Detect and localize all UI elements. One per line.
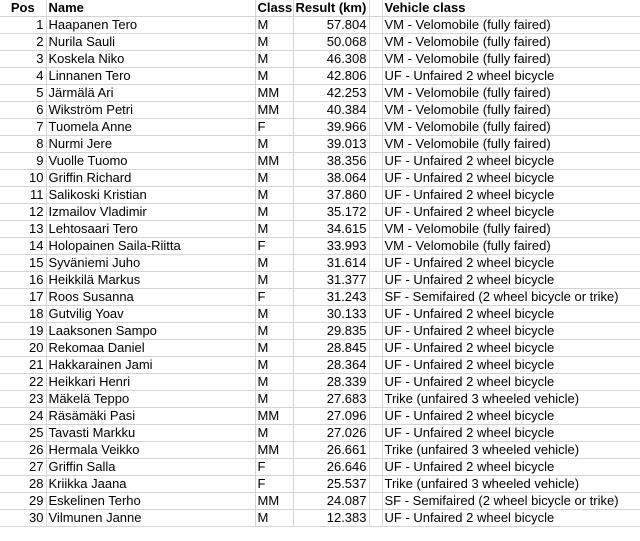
cell-vehicle[interactable]: Trike (unfaired 3 wheeled vehicle) [382,442,640,459]
cell-result[interactable]: 57.804 [293,17,369,34]
cell-pos[interactable]: 22 [0,374,46,391]
table-row [0,459,640,476]
table-row [0,187,640,204]
table-row [0,357,640,374]
table-row [0,85,640,102]
empty-cell[interactable] [369,51,382,68]
cell-vehicle[interactable]: VM - Velomobile (fully faired) [382,34,640,51]
cell-vehicle[interactable]: VM - Velomobile (fully faired) [382,102,640,119]
empty-cell[interactable] [369,204,382,221]
cell-class[interactable]: M [255,425,293,442]
empty-cell[interactable] [369,408,382,425]
cell-result[interactable]: 42.806 [293,68,369,85]
cell-vehicle[interactable]: UF - Unfaired 2 wheel bicycle [382,323,640,340]
empty-cell[interactable] [369,119,382,136]
cell-vehicle[interactable]: UF - Unfaired 2 wheel bicycle [382,408,640,425]
cell-class[interactable]: M [255,340,293,357]
cell-result[interactable]: 38.356 [293,153,369,170]
cell-class[interactable]: F [255,459,293,476]
table-row [0,102,640,119]
cell-pos[interactable]: 1 [0,17,46,34]
cell-name[interactable]: Koskela Niko [46,51,255,68]
cell-pos[interactable]: 14 [0,238,46,255]
cell-pos[interactable]: 12 [0,204,46,221]
cell-pos[interactable]: 29 [0,493,46,510]
cell-class[interactable]: MM [255,102,293,119]
cell-pos[interactable]: 6 [0,102,46,119]
cell-name[interactable]: Kriikka Jaana [46,476,255,493]
table-row [0,493,640,510]
empty-cell[interactable] [369,459,382,476]
empty-cell[interactable] [369,255,382,272]
cell-class[interactable]: F [255,289,293,306]
cell-name[interactable]: Vilmunen Janne [46,510,255,527]
table-row [0,408,640,425]
cell-result[interactable]: 34.615 [293,221,369,238]
cell-vehicle[interactable]: UF - Unfaired 2 wheel bicycle [382,459,640,476]
cell-vehicle[interactable]: VM - Velomobile (fully faired) [382,51,640,68]
table-row [0,17,640,34]
cell-vehicle[interactable]: UF - Unfaired 2 wheel bicycle [382,306,640,323]
empty-cell[interactable] [369,68,382,85]
empty-cell[interactable] [369,17,382,34]
empty-cell[interactable] [369,323,382,340]
empty-cell[interactable] [369,136,382,153]
cell-name[interactable]: Haapanen Tero [46,17,255,34]
cell-result[interactable]: 30.133 [293,306,369,323]
cell-result[interactable]: 35.172 [293,204,369,221]
table-row [0,374,640,391]
cell-result[interactable]: 24.087 [293,493,369,510]
cell-result[interactable]: 50.068 [293,34,369,51]
cell-class[interactable]: F [255,476,293,493]
cell-result[interactable]: 39.013 [293,136,369,153]
cell-vehicle[interactable]: UF - Unfaired 2 wheel bicycle [382,68,640,85]
empty-cell[interactable] [369,357,382,374]
cell-name[interactable]: Griffin Richard [46,170,255,187]
cell-class[interactable]: M [255,510,293,527]
cell-pos[interactable]: 16 [0,272,46,289]
cell-name[interactable]: Holopainen Saila-Riitta [46,238,255,255]
cell-vehicle[interactable]: SF - Semifaired (2 wheel bicycle or trike) [382,493,640,510]
cell-pos[interactable]: 7 [0,119,46,136]
cell-vehicle[interactable]: VM - Velomobile (fully faired) [382,238,640,255]
header-result[interactable]: Result (km) [293,0,369,17]
cell-vehicle[interactable]: VM - Velomobile (fully faired) [382,136,640,153]
cell-class[interactable]: M [255,391,293,408]
cell-name[interactable]: Izmailov Vladimir [46,204,255,221]
cell-result[interactable]: 29.835 [293,323,369,340]
cell-class[interactable]: M [255,51,293,68]
cell-pos[interactable]: 9 [0,153,46,170]
cell-result[interactable]: 42.253 [293,85,369,102]
empty-cell[interactable] [369,221,382,238]
cell-name[interactable]: Syväniemi Juho [46,255,255,272]
cell-class[interactable]: MM [255,493,293,510]
cell-class[interactable]: M [255,170,293,187]
cell-pos[interactable]: 18 [0,306,46,323]
cell-vehicle[interactable]: VM - Velomobile (fully faired) [382,119,640,136]
cell-class[interactable]: F [255,119,293,136]
header-pos[interactable]: Pos [0,0,46,17]
cell-pos[interactable]: 21 [0,357,46,374]
cell-vehicle[interactable]: UF - Unfaired 2 wheel bicycle [382,374,640,391]
table-row [0,289,640,306]
cell-pos[interactable]: 15 [0,255,46,272]
empty-cell[interactable] [369,374,382,391]
cell-name[interactable]: Eskelinen Terho [46,493,255,510]
header-class[interactable]: Class [255,0,293,17]
cell-name[interactable]: Roos Susanna [46,289,255,306]
cell-vehicle[interactable]: VM - Velomobile (fully faired) [382,221,640,238]
cell-name[interactable]: Mäkelä Teppo [46,391,255,408]
table-row [0,119,640,136]
cell-name[interactable]: Tuomela Anne [46,119,255,136]
cell-result[interactable]: 28.845 [293,340,369,357]
cell-vehicle[interactable]: UF - Unfaired 2 wheel bicycle [382,357,640,374]
cell-result[interactable]: 31.243 [293,289,369,306]
table-row [0,136,640,153]
table-row [0,476,640,493]
header-vehicle[interactable]: Vehicle class [382,0,640,17]
cell-name[interactable]: Hermala Veikko [46,442,255,459]
cell-vehicle[interactable]: UF - Unfaired 2 wheel bicycle [382,255,640,272]
cell-pos[interactable]: 4 [0,68,46,85]
cell-class[interactable]: M [255,272,293,289]
cell-result[interactable]: 26.661 [293,442,369,459]
cell-name[interactable]: Hakkarainen Jami [46,357,255,374]
cell-result[interactable]: 27.096 [293,408,369,425]
cell-name[interactable]: Linnanen Tero [46,68,255,85]
table-row [0,238,640,255]
cell-class[interactable]: M [255,68,293,85]
empty-cell[interactable] [369,187,382,204]
cell-result[interactable]: 37.860 [293,187,369,204]
cell-vehicle[interactable]: UF - Unfaired 2 wheel bicycle [382,204,640,221]
cell-name[interactable]: Lehtosaari Tero [46,221,255,238]
cell-name[interactable]: Järmälä Ari [46,85,255,102]
table-row [0,221,640,238]
cell-pos[interactable]: 26 [0,442,46,459]
cell-name[interactable]: Wikström Petri [46,102,255,119]
cell-vehicle[interactable]: VM - Velomobile (fully faired) [382,85,640,102]
table-row [0,425,640,442]
cell-name[interactable]: Nurila Sauli [46,34,255,51]
cell-result[interactable]: 31.614 [293,255,369,272]
table-row [0,255,640,272]
cell-vehicle[interactable]: UF - Unfaired 2 wheel bicycle [382,272,640,289]
header-row [0,0,640,17]
cell-class[interactable]: M [255,187,293,204]
cell-pos[interactable]: 13 [0,221,46,238]
table-row [0,153,640,170]
cell-name[interactable]: Gutvilig Yoav [46,306,255,323]
empty-cell[interactable] [369,493,382,510]
table-row [0,68,640,85]
cell-result[interactable]: 12.383 [293,510,369,527]
cell-class[interactable]: M [255,255,293,272]
empty-cell[interactable] [369,272,382,289]
cell-class[interactable]: M [255,136,293,153]
cell-class[interactable]: MM [255,442,293,459]
empty-cell[interactable] [369,85,382,102]
cell-pos[interactable]: 27 [0,459,46,476]
empty-cell[interactable] [369,238,382,255]
empty-cell[interactable] [369,425,382,442]
cell-class[interactable]: M [255,306,293,323]
header-name[interactable]: Name [46,0,255,17]
table-row [0,204,640,221]
empty-cell[interactable] [369,153,382,170]
cell-result[interactable]: 33.993 [293,238,369,255]
cell-class[interactable]: M [255,34,293,51]
cell-class[interactable]: MM [255,153,293,170]
cell-vehicle[interactable]: UF - Unfaired 2 wheel bicycle [382,425,640,442]
empty-cell[interactable] [369,289,382,306]
cell-class[interactable]: M [255,221,293,238]
cell-name[interactable]: Heikkari Henri [46,374,255,391]
cell-vehicle[interactable]: UF - Unfaired 2 wheel bicycle [382,340,640,357]
empty-cell[interactable] [369,170,382,187]
cell-class[interactable]: M [255,374,293,391]
cell-vehicle[interactable]: UF - Unfaired 2 wheel bicycle [382,153,640,170]
cell-name[interactable]: Tavasti Markku [46,425,255,442]
cell-pos[interactable]: 5 [0,85,46,102]
table-row [0,510,640,527]
cell-result[interactable]: 40.384 [293,102,369,119]
cell-name[interactable]: Nurmi Jere [46,136,255,153]
cell-class[interactable]: F [255,238,293,255]
cell-pos[interactable]: 10 [0,170,46,187]
cell-result[interactable]: 46.308 [293,51,369,68]
cell-vehicle[interactable]: UF - Unfaired 2 wheel bicycle [382,187,640,204]
cell-result[interactable]: 39.966 [293,119,369,136]
empty-cell[interactable] [369,442,382,459]
table-row [0,323,640,340]
cell-name[interactable]: Laaksonen Sampo [46,323,255,340]
cell-result[interactable]: 31.377 [293,272,369,289]
cell-class[interactable]: M [255,357,293,374]
cell-pos[interactable]: 25 [0,425,46,442]
cell-class[interactable]: M [255,204,293,221]
cell-result[interactable]: 28.364 [293,357,369,374]
cell-pos[interactable]: 30 [0,510,46,527]
empty-cell[interactable] [369,476,382,493]
cell-pos[interactable]: 8 [0,136,46,153]
empty-cell[interactable] [369,0,382,17]
cell-vehicle[interactable]: Trike (unfaired 3 wheeled vehicle) [382,391,640,408]
cell-name[interactable]: Heikkilä Markus [46,272,255,289]
cell-class[interactable]: MM [255,85,293,102]
cell-pos[interactable]: 23 [0,391,46,408]
table-row [0,442,640,459]
cell-vehicle[interactable]: UF - Unfaired 2 wheel bicycle [382,510,640,527]
cell-name[interactable]: Rekomaa Daniel [46,340,255,357]
cell-name[interactable]: Salikoski Kristian [46,187,255,204]
cell-pos[interactable]: 3 [0,51,46,68]
cell-pos[interactable]: 2 [0,34,46,51]
table-row [0,51,640,68]
empty-cell[interactable] [369,391,382,408]
cell-vehicle[interactable]: SF - Semifaired (2 wheel bicycle or trike) [382,289,640,306]
empty-cell[interactable] [369,306,382,323]
cell-class[interactable]: M [255,17,293,34]
cell-result[interactable]: 25.537 [293,476,369,493]
cell-name[interactable]: Vuolle Tuomo [46,153,255,170]
cell-pos[interactable]: 20 [0,340,46,357]
empty-cell[interactable] [369,510,382,527]
cell-result[interactable]: 38.064 [293,170,369,187]
cell-name[interactable]: Räsämäki Pasi [46,408,255,425]
table-row [0,34,640,51]
empty-cell[interactable] [369,102,382,119]
cell-pos[interactable]: 17 [0,289,46,306]
table-row [0,170,640,187]
cell-vehicle[interactable]: UF - Unfaired 2 wheel bicycle [382,170,640,187]
table-row [0,272,640,289]
cell-vehicle[interactable]: VM - Velomobile (fully faired) [382,17,640,34]
cell-result[interactable]: 26.646 [293,459,369,476]
cell-class[interactable]: M [255,323,293,340]
cell-class[interactable]: MM [255,408,293,425]
table-row [0,391,640,408]
table-row [0,340,640,357]
cell-pos[interactable]: 28 [0,476,46,493]
cell-name[interactable]: Griffin Salla [46,459,255,476]
cell-pos[interactable]: 24 [0,408,46,425]
cell-vehicle[interactable]: Trike (unfaired 3 wheeled vehicle) [382,476,640,493]
empty-cell[interactable] [369,340,382,357]
cell-pos[interactable]: 19 [0,323,46,340]
cell-pos[interactable]: 11 [0,187,46,204]
table-row [0,306,640,323]
cell-result[interactable]: 28.339 [293,374,369,391]
cell-result[interactable]: 27.026 [293,425,369,442]
empty-cell[interactable] [369,34,382,51]
cell-result[interactable]: 27.683 [293,391,369,408]
